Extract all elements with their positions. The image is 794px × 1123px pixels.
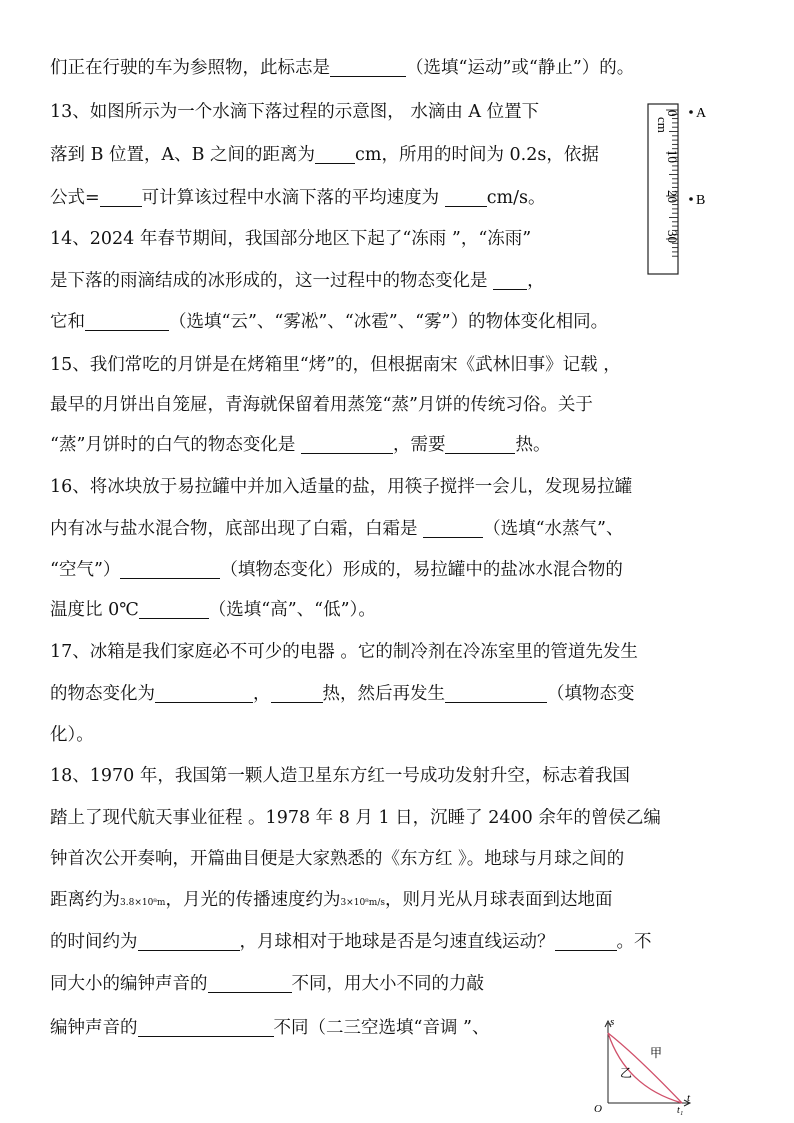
question-14-line-2: 是下落的雨滴结成的冰形成的，这一过程中的物态变化是 ， bbox=[50, 271, 545, 291]
ruler-unit: cm bbox=[655, 117, 670, 133]
curve-yi-label: 乙 bbox=[620, 1066, 633, 1080]
question-14-line-3: 它和 （选填“云”、“雾凇”、“冰雹”、“雾”）的物体变化相同。 bbox=[50, 312, 609, 332]
answer-blank[interactable] bbox=[208, 974, 292, 993]
question-15-line-3: “蒸”月饼时的白气的物态变化是 ，需要 热。 bbox=[50, 435, 551, 455]
question-16-line-2: 内有冰与盐水混合物，底部出现了白霜，白霜是 （选填“水蒸气”、 bbox=[50, 519, 624, 539]
question-13-line-3: 公式= 可计算该过程中水滴下落的平均速度为 cm/s。 bbox=[50, 188, 546, 208]
answer-blank[interactable] bbox=[493, 271, 527, 290]
answer-blank[interactable] bbox=[138, 1018, 274, 1037]
droplet-point-a bbox=[689, 110, 693, 114]
answer-blank[interactable] bbox=[423, 519, 483, 538]
answer-blank[interactable] bbox=[555, 932, 617, 951]
y-axis-label: s bbox=[610, 1016, 615, 1028]
answer-blank[interactable] bbox=[85, 312, 169, 331]
answer-blank[interactable] bbox=[445, 684, 547, 703]
droplet-point-b bbox=[689, 197, 693, 201]
answer-blank[interactable] bbox=[120, 560, 220, 579]
question-16-line-1: 16、将冰块放于易拉罐中并加入适量的盐，用筷子搅拌一会儿，发现易拉罐 bbox=[50, 477, 633, 497]
point-b-label: B bbox=[696, 193, 706, 208]
curve-jia-label: 甲 bbox=[650, 1046, 663, 1060]
question-17-line-2: 的物态变化为 ， 热，然后再发生 （填物态变 bbox=[50, 684, 635, 704]
ruler-tick-label-20: 20 bbox=[665, 190, 680, 203]
question-17-line-1: 17、冰箱是我们家庭必不可少的电器 。它的制冷剂在冷冻室里的管道先发生 bbox=[50, 642, 638, 662]
question-18-line-2: 踏上了现代航天事业征程 。1978 年 8 月 1 日，沉睡了 2400 余年的曾侯乙编 bbox=[50, 808, 661, 828]
question-18-line-3: 钟首次公开奏响，开篇曲目便是大家熟悉的《东方红 》。地球与月球之间的 bbox=[50, 849, 625, 869]
question-13-line-1: 13、如图所示为一个水滴下落过程的示意图， 水滴由 A 位置下 bbox=[50, 102, 540, 122]
ruler-figure bbox=[647, 103, 707, 275]
question-13-line-2: 落到 B 位置，A、B 之间的距离为 cm，所用的时间为 0.2s，依据 bbox=[50, 145, 599, 165]
answer-blank[interactable] bbox=[271, 684, 323, 703]
answer-blank[interactable] bbox=[445, 435, 515, 454]
question-18-line-5: 的时间约为 ，月球相对于地球是否是匀速直线运动？ 。不 bbox=[50, 932, 652, 952]
x-axis-label: t bbox=[687, 1092, 691, 1104]
question-16-line-4: 温度比 0℃ （选填“高”、“低”）。 bbox=[50, 600, 376, 620]
answer-blank[interactable] bbox=[138, 932, 240, 951]
answer-blank[interactable] bbox=[155, 684, 253, 703]
question-18-line-1: 18、1970 年，我国第一颗人造卫星东方红一号成功发射升空，标志着我国 bbox=[50, 766, 630, 786]
question-18-line-7: 编钟声音的 不同（二三空选填“音调 ”、 bbox=[50, 1018, 490, 1038]
ruler-tick-label-10: 10 bbox=[665, 150, 680, 163]
answer-blank[interactable] bbox=[445, 188, 487, 207]
question-18-line-6: 同大小的编钟声音的 不同，用大小不同的力敲 bbox=[50, 974, 484, 994]
answer-blank[interactable] bbox=[315, 145, 355, 164]
ruler-tick-label-0: 0 bbox=[665, 110, 680, 117]
question-15-line-2: 最早的月饼出自笼屉，青海就保留着用蒸笼“蒸”月饼的传统习俗。关于 bbox=[50, 395, 593, 415]
answer-blank[interactable] bbox=[301, 435, 393, 454]
point-a-label: A bbox=[696, 106, 707, 121]
st-graph-figure bbox=[586, 1015, 696, 1115]
question-14-line-1: 14、2024 年春节期间，我国部分地区下起了“冻雨 ”，“冻雨” bbox=[50, 229, 532, 249]
answer-blank[interactable] bbox=[100, 188, 142, 207]
question-16-line-3: “空气”） （填物态变化）形成的，易拉罐中的盐冰水混合物的 bbox=[50, 560, 623, 580]
answer-blank[interactable] bbox=[139, 600, 209, 619]
question-12-continuation: 们正在行驶的车为参照物，此标志是 （选填“运动”或“静止”）的。 bbox=[50, 58, 635, 78]
answer-blank[interactable] bbox=[330, 58, 406, 77]
question-15-line-1: 15、我们常吃的月饼是在烤箱里“烤”的，但根据南宋《武林旧事》记载 ， bbox=[50, 355, 621, 375]
question-17-line-3: 化）。 bbox=[50, 725, 94, 745]
t1-label: t₁ bbox=[677, 1105, 684, 1115]
origin-label: O bbox=[594, 1103, 602, 1115]
ruler-tick-label-30: 30 bbox=[665, 230, 680, 243]
question-18-line-4: 距离约为3.8×10⁸m，月光的传播速度约为3×10⁸m/s，则月光从月球表面到达地面 bbox=[50, 890, 613, 910]
